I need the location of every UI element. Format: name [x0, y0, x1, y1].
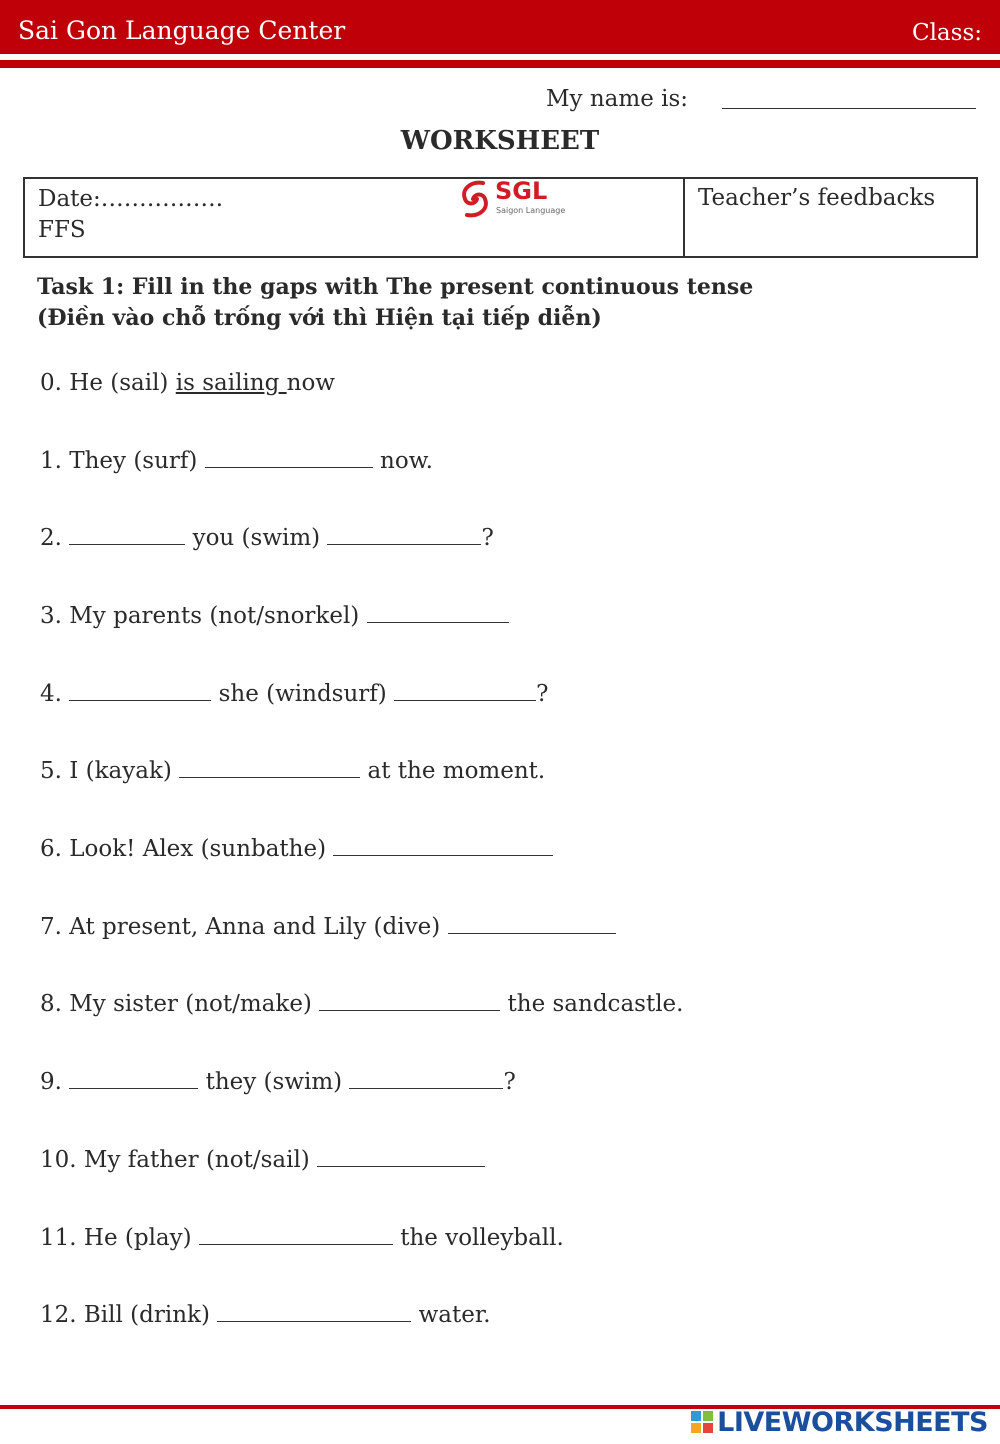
answer-blank[interactable] — [349, 1070, 503, 1089]
exercise-2: 2. you (swim) ? — [40, 525, 494, 551]
answer-blank[interactable] — [317, 1148, 485, 1167]
task-translation: (Điền vào chỗ trống với thì Hiện tại tiếp diễn) — [37, 305, 602, 331]
answer-blank[interactable] — [367, 604, 509, 623]
liveworksheets-brand: LIVEWORKSHEETS — [717, 1406, 988, 1438]
info-divider — [683, 179, 685, 256]
task-heading — [37, 272, 753, 334]
sgl-logo-subtitle: Saigon Language — [496, 206, 566, 215]
example-answer: is sailing — [175, 370, 287, 396]
answer-blank[interactable] — [394, 682, 536, 701]
answer-blank[interactable] — [319, 992, 500, 1011]
teacher-feedback-label: Teacher’s feedbacks — [698, 185, 936, 211]
ffs-label: FFS — [38, 217, 86, 243]
sgl-logo — [457, 177, 566, 221]
liveworksheets-logo — [691, 1404, 988, 1440]
exercise-5: 5. I (kayak) at the moment. — [40, 758, 546, 784]
info-box — [23, 177, 978, 258]
exercise-6: 6. Look! Alex (sunbathe) — [40, 836, 553, 862]
answer-blank[interactable] — [69, 1070, 198, 1089]
sgl-logo-text: SGL — [495, 177, 548, 205]
exercise-12: 12. Bill (drink) water. — [40, 1302, 491, 1328]
liveworksheets-mark-icon — [691, 1411, 713, 1433]
exercise-9: 9. they (swim) ? — [40, 1069, 516, 1095]
answer-blank[interactable] — [327, 526, 481, 545]
page-title: WORKSHEET — [400, 126, 600, 156]
date-field: Date:……………. — [38, 186, 224, 212]
answer-blank[interactable] — [217, 1303, 411, 1322]
center-name: Sai Gon Language Center — [18, 16, 346, 45]
exercise-10: 10. My father (not/sail) — [40, 1147, 485, 1173]
answer-blank[interactable] — [179, 759, 360, 778]
exercise-4: 4. she (windsurf) ? — [40, 681, 549, 707]
exercise-1: 1. They (surf) now. — [40, 448, 433, 474]
exercise-11: 11. He (play) the volleyball. — [40, 1225, 564, 1251]
header-bar — [0, 0, 1000, 54]
exercise-3: 3. My parents (not/snorkel) — [40, 603, 509, 629]
answer-blank[interactable] — [199, 1226, 393, 1245]
task-title: Task 1: Fill in the gaps with The present continuous tense — [37, 274, 754, 300]
answer-blank[interactable] — [448, 915, 616, 934]
answer-blank[interactable] — [69, 526, 185, 545]
answer-blank[interactable] — [69, 682, 211, 701]
header-divider — [0, 60, 1000, 68]
exercise-7: 7. At present, Anna and Lily (dive) — [40, 914, 616, 940]
answer-blank[interactable] — [205, 449, 373, 468]
name-field[interactable] — [722, 108, 976, 109]
exercise-0: 0. He (sail) is sailing now — [40, 370, 335, 396]
class-label: Class: — [911, 20, 982, 46]
sgl-swirl-icon — [457, 179, 493, 219]
exercise-8: 8. My sister (not/make) the sandcastle. — [40, 991, 684, 1017]
answer-blank[interactable] — [333, 837, 553, 856]
name-label: My name is: — [546, 86, 689, 112]
